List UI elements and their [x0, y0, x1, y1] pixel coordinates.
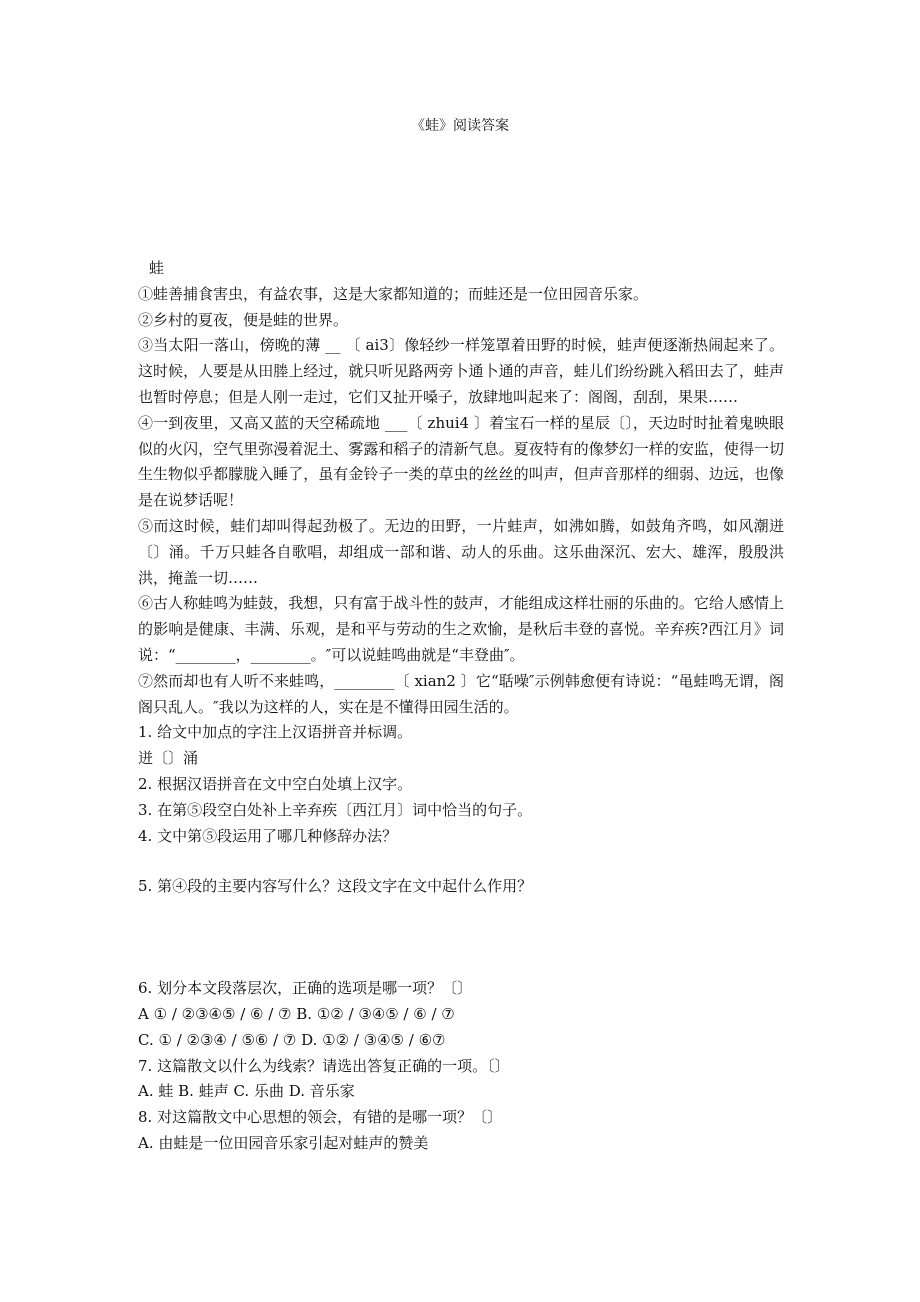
document-body: [138, 256, 784, 1157]
paragraph-4: ④一到夜里，又高又蓝的天空稀疏地 ___〔 zhui4 〕着宝石一样的星辰〔〕，天边时时扯着鬼映眼似的火闪，空气里弥漫着泥土、雾露和稻子的清新气息。夏夜特有的像梦幻一样的安监，使得一切生生物似乎都朦胧入睡了，虽有金铃子一类的草虫的丝丝的叫声，但声音那样的细弱、边远，也像是在说梦话呢！: [138, 413, 784, 510]
question-6-options-cd: C. ① / ②③④ / ⑤⑥ / ⑦ D. ①② / ③④⑤ / ⑥⑦: [138, 1030, 446, 1049]
paragraph-7: ⑦然而却也有人听不来蛙鸣，________〔 xian2 〕它“聒噪″示例韩愈便有诗说：“黾蛙鸣无谓，阁阁只乱人。″我以为这样的人，实在是不懂得田园生活的。: [138, 671, 784, 716]
paragraph-6: ⑥古人称蛙鸣为蛙鼓，我想，只有富于战斗性的鼓声，才能组成这样壮丽的乐曲的。它给人感情上的影响是健康、丰满、乐观，是和平与劳动的生之欢愉，是秋后丰登的喜悦。辛弃疾?西江月》词说：“________，________。″可以说蛙鸣曲就是“丰登曲″。: [138, 594, 784, 664]
question-8: 8. 对这篇散文中心思想的领会，有错的是哪一项？〔〕: [138, 1108, 503, 1127]
question-7: 7. 这篇散文以什么为线索？请选出答复正确的一项。〔〕: [138, 1056, 510, 1075]
question-3: 3. 在第⑤段空白处补上辛弃疾〔西江月〕词中恰当的句子。: [138, 800, 533, 819]
paragraph-2: ②乡村的夏夜，便是蛙的世界。: [138, 310, 349, 329]
question-2: 2. 根据汉语拼音在文中空白处填上汉字。: [138, 774, 413, 793]
question-4: 4. 文中第⑤段运用了哪几种修辞办法？: [138, 826, 398, 845]
question-6: 6. 划分本文段落层次，正确的选项是哪一项？〔〕: [138, 979, 473, 998]
question-7-options: A. 蛙 B. 蛙声 C. 乐曲 D. 音乐家: [138, 1082, 355, 1101]
question-5: 5. 第④段的主要内容写什么？这段文字在文中起什么作用？: [138, 877, 533, 896]
question-1-item: 迸〔〕涌: [138, 749, 199, 768]
section-heading: 蛙: [149, 259, 165, 277]
paragraph-1: ①蛙善捕食害虫，有益农事，这是大家都知道的；而蛙还是一位田园音乐家。: [138, 284, 649, 303]
question-1: 1. 给文中加点的字注上汉语拼音并标调。: [138, 723, 413, 742]
question-6-options-ab: A ① / ②③④⑤ / ⑥ / ⑦ B. ①② / ③④⑤ / ⑥ / ⑦: [138, 1004, 455, 1023]
paragraph-5: ⑤而这时候，蛙们却叫得起劲极了。无边的田野，一片蛙声，如沸如腾，如鼓角齐鸣，如风潮迸〔〕涌。千万只蛙各自歌唱，却组成一部和谐、动人的乐曲。这乐曲深沉、宏大、雄浑，殷殷洪洪，掩盖一切……: [138, 516, 784, 587]
paragraph-3: ③当太阳一落山，傍晚的薄 __ 〔 ai3〕像轻纱一样笼罩着田野的时候，蛙声便逐渐热闹起来了。这时候，人要是从田塍上经过，就只听见路两旁卜通卜通的声音，蛙儿们纷纷跳入稻田去了，蛙声也暂时停息；但是人刚一走过，它们又扯开嗓子，放肆地叫起来了：阁阁，刮刮，果果……: [138, 336, 784, 406]
page-title: 《蛙》阅读答案: [411, 118, 509, 134]
question-8-option-a: A. 由蛙是一位田园音乐家引起对蛙声的赞美: [138, 1133, 429, 1152]
